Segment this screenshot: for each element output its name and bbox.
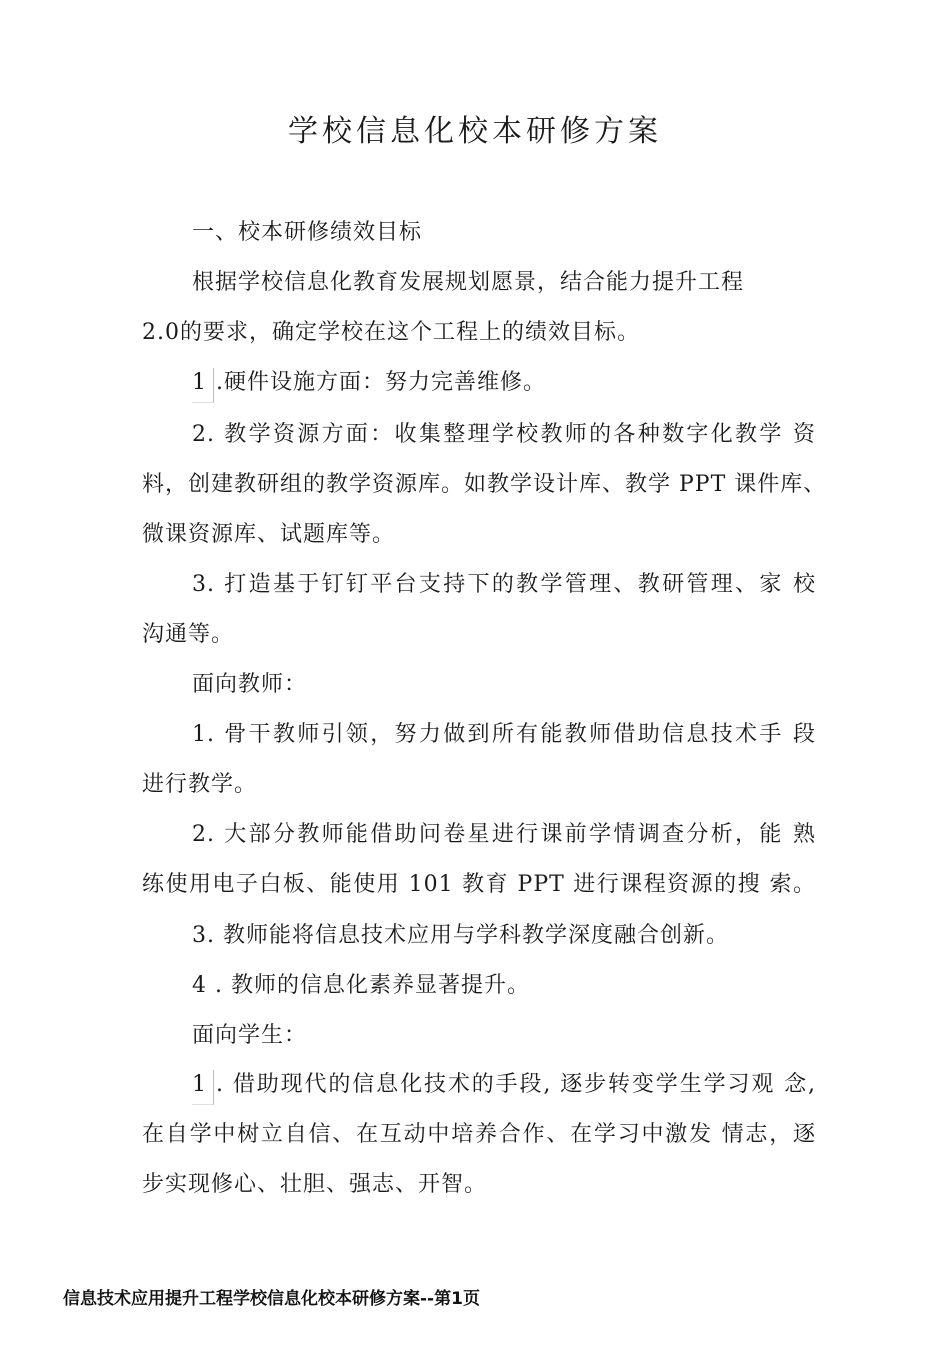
section-heading: 一、校本研修绩效目标 bbox=[192, 220, 423, 245]
document-title: 学校信息化校本研修方案 bbox=[288, 114, 662, 149]
paragraph-line: 料，创建教研组的教学资源库。如教学设计库、教学 PPT 课件库、 bbox=[142, 472, 827, 497]
paragraph-line: 在自学中树立自信、在互动中培养合作、在学习中激发 情志，逐 bbox=[142, 1122, 816, 1147]
paragraph-line: 沟通等。 bbox=[142, 622, 235, 647]
list-number: 1 bbox=[192, 368, 214, 403]
paragraph-line: 步实现修心、壮胆、强志、开智。 bbox=[142, 1172, 488, 1197]
paragraph-line: 2. 大部分教师能借助问卷星进行课前学情调查分析，能 熟 bbox=[192, 822, 816, 847]
list-number: 1 bbox=[192, 1070, 214, 1105]
paragraph-line: 微课资源库、试题库等。 bbox=[142, 522, 396, 547]
paragraph-line: 根据学校信息化教育发展规划愿景，结合能力提升工程 bbox=[192, 270, 745, 295]
paragraph-line: 4 . 教师的信息化素养显著提升。 bbox=[192, 973, 530, 998]
paragraph-line: 3. 教师能将信息技术应用与学科教学深度融合创新。 bbox=[192, 923, 729, 948]
list-item bbox=[192, 368, 546, 403]
list-item-text: . 借助现代的信息化技术的手段, 逐步转变学生学习观 念, bbox=[216, 1072, 816, 1097]
paragraph-line: 进行教学。 bbox=[142, 772, 258, 797]
paragraph-line: 2. 教学资源方面：收集整理学校教师的各种数字化教学 资 bbox=[192, 422, 816, 447]
paragraph-line: 1. 骨干教师引领，努力做到所有能教师借助信息技术手 段 bbox=[192, 722, 816, 747]
subsection-heading: 面向教师： bbox=[192, 672, 308, 697]
list-item bbox=[192, 1070, 816, 1105]
paragraph-line: 练使用电子白板、能使用 101 教育 PPT 进行课程资源的搜 索。 bbox=[142, 872, 816, 897]
subsection-heading: 面向学生： bbox=[192, 1023, 308, 1048]
paragraph-line: 2.0的要求，确定学校在这个工程上的绩效目标。 bbox=[142, 320, 640, 345]
list-item-text: .硬件设施方面：努力完善维修。 bbox=[216, 370, 546, 395]
page-footer: 信息技术应用提升工程学校信息化校本研修方案--第1页 bbox=[63, 1289, 480, 1309]
paragraph-line: 3. 打造基于钉钉平台支持下的教学管理、教研管理、家 校 bbox=[192, 572, 816, 597]
